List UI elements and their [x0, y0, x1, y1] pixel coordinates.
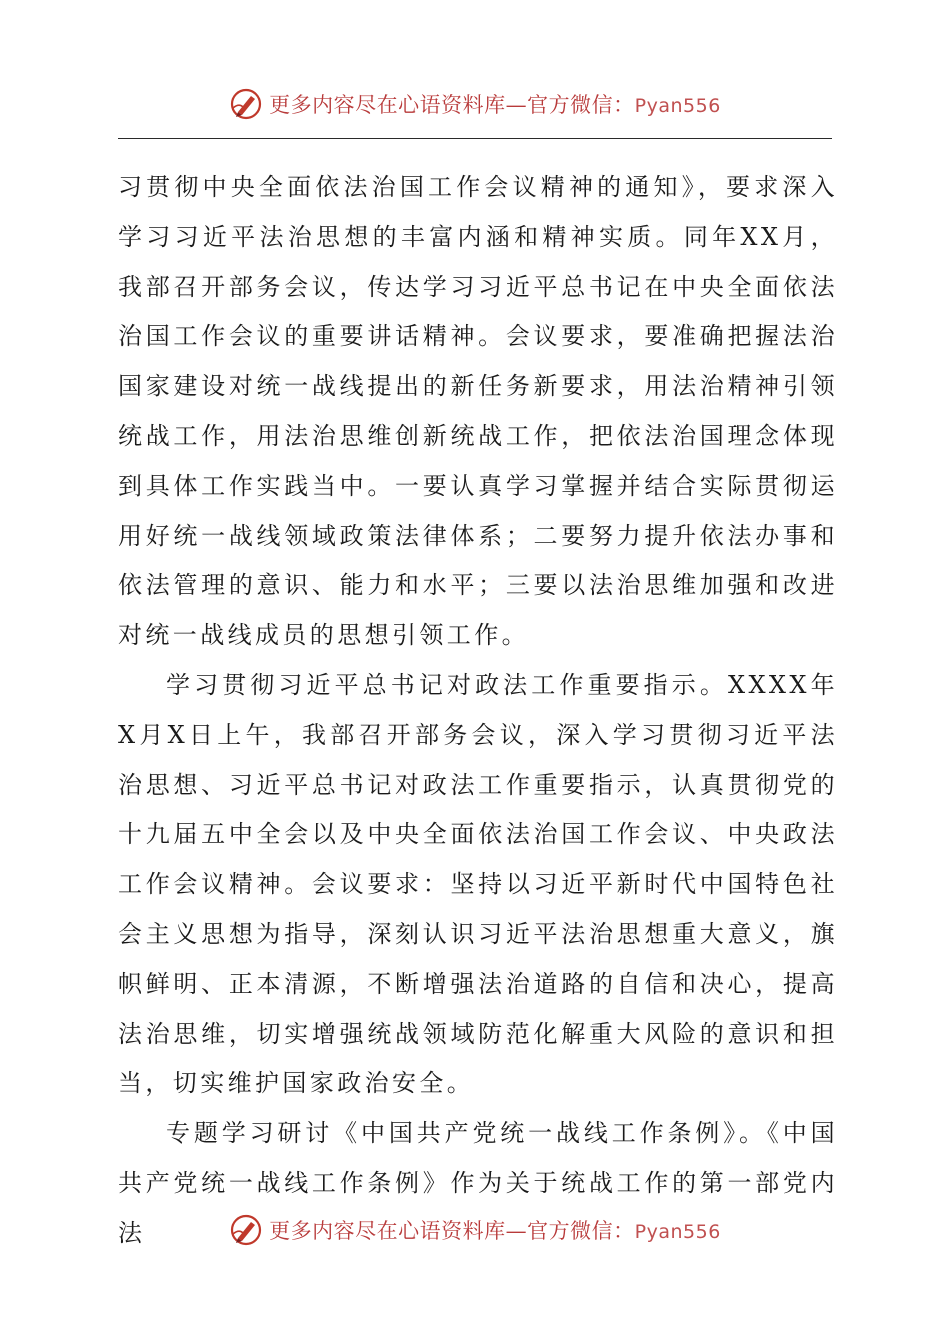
- pen-logo-icon: [229, 87, 263, 121]
- paragraph-2: 学习贯彻习近平总书记对政法工作重要指示。XXXX年X月X日上午，我部召开部务会议，深入学习贯彻习近平法治思想、习近平总书记对政法工作重要指示，认真贯彻党的十九届五中全会以及中央全面依法治国工作会议、中央政法工作会议精神。会议要求：坚持以习近平新时代中国特色社会主义思想为指导，深刻认识习近平法治思想重大意义，旗帜鲜明、正本清源，不断增强法治道路的自信和决心，提高法治思维，切实增强统战领域防范化解重大风险的意识和担当，切实维护国家政治安全。: [118, 670, 838, 1098]
- paragraph-1: 习贯彻中央全面依法治国工作会议精神的通知》，要求深入学习习近平法治思想的丰富内涵和精神实质。同年XX月，我部召开部务会议，传达学习习近平总书记在中央全面依法治国工作会议的重要讲话精神。会议要求，要准确把握法治国家建设对统一战线提出的新任务新要求，用法治精神引领统战工作，用法治思维创新统战工作，把依法治国理念体现到具体工作实践当中。一要认真学习掌握并结合实际贯彻运用好统一战线领域政策法律体系；二要努力提升依法办事和依法管理的意识、能力和水平；三要以法治思维加强和改进对统一战线成员的思想引领工作。: [118, 173, 838, 650]
- header-banner: [0, 84, 950, 124]
- footer-banner-text: 更多内容尽在心语资料库—官方微信：Pyan556: [269, 1219, 721, 1243]
- header-divider: [118, 138, 832, 139]
- header-banner-text: 更多内容尽在心语资料库—官方微信：Pyan556: [269, 93, 721, 117]
- document-body: [118, 163, 838, 1259]
- header-wechat-id: Pyan556: [634, 95, 721, 117]
- paragraph-3: 专题学习研讨《中国共产党统一战线工作条例》。《中国共产党统一战线工作条例》作为关于统战工作的第一部党内法: [118, 1119, 838, 1247]
- footer-wechat-id: Pyan556: [634, 1221, 721, 1243]
- pen-logo-icon: [229, 1213, 263, 1247]
- footer-banner: [0, 1210, 950, 1250]
